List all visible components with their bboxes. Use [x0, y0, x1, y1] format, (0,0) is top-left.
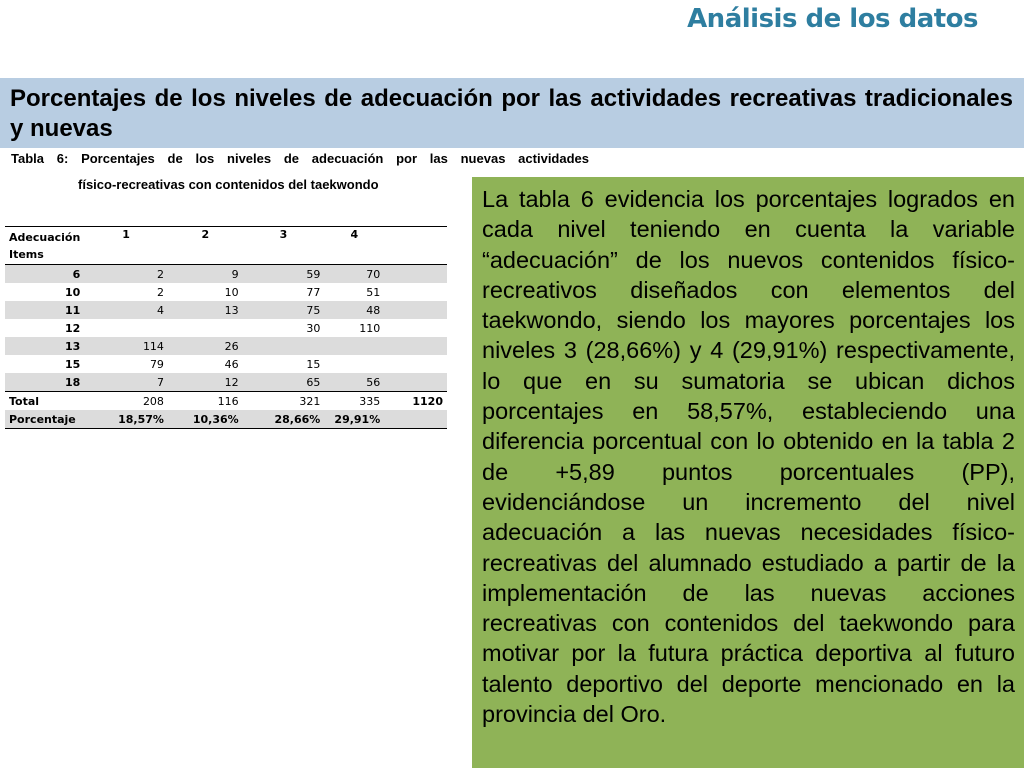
- row-cell-2: 13: [168, 301, 243, 319]
- header-label-adecuacion: Adecuación: [9, 231, 81, 244]
- table-row: [5, 301, 447, 319]
- row-cell-empty: [384, 373, 447, 392]
- row-item: 11: [5, 301, 84, 319]
- header-col-4: 4: [324, 227, 384, 265]
- page-title: Análisis de los datos: [687, 4, 978, 34]
- row-cell-1: [84, 319, 168, 337]
- row-cell-3: 30: [306, 321, 321, 335]
- table-row: [5, 355, 447, 373]
- row-item: 6: [5, 265, 84, 284]
- analysis-box: [472, 177, 1024, 768]
- row-cell-2: 10: [224, 285, 239, 299]
- table-header-row: [5, 227, 447, 265]
- row-cell-2: [168, 319, 243, 337]
- row-cell-2: 12: [168, 373, 243, 392]
- row-cell-2: 26: [168, 337, 243, 355]
- percent-label: Porcentaje: [5, 410, 84, 429]
- table-caption-line-1: Tabla 6: Porcentajes de los niveles de adecuación por las nuevas actividades: [11, 151, 589, 166]
- header-label-cell: [5, 227, 84, 265]
- row-cell-3: 15: [306, 357, 321, 371]
- data-table: [5, 226, 447, 429]
- row-cell-empty: [384, 355, 447, 373]
- table-total-row: [5, 392, 447, 411]
- row-cell-2: 9: [168, 265, 243, 284]
- row-cell-3: [243, 337, 325, 355]
- total-cell-3: 321: [243, 392, 325, 411]
- total-grand: 1120: [384, 392, 447, 411]
- row-cell-1: 2: [84, 265, 168, 284]
- row-cell-empty: [384, 301, 447, 319]
- header-col-1: 1: [84, 227, 168, 265]
- row-cell-empty: [384, 337, 447, 355]
- row-item: 12: [65, 321, 81, 335]
- header-label-items: Items: [9, 248, 44, 261]
- header-col-3: 3: [243, 227, 325, 265]
- row-cell-1: 4: [84, 301, 168, 319]
- row-cell-4: 48: [324, 301, 384, 319]
- table-row: [5, 265, 447, 284]
- row-cell-4: 70: [324, 265, 384, 284]
- table-caption-line-2: físico-recreativas con contenidos del taekwondo: [78, 177, 379, 192]
- row-cell-empty: [384, 265, 447, 284]
- row-cell-4: 110: [359, 321, 381, 335]
- row-cell-1: 114: [84, 337, 168, 355]
- total-cell-2: 116: [168, 392, 243, 411]
- row-cell-4: [324, 355, 384, 373]
- total-label: Total: [5, 392, 84, 411]
- percent-cell-1: 18,57%: [84, 410, 168, 429]
- table-percent-row: [5, 410, 447, 429]
- analysis-text: La tabla 6 evidencia los porcentajes logrados en cada nivel teniendo en cuenta la variable “adecuación” de los nuevos contenidos físico-recreativos diseñados con elementos del taekwondo, siendo los mayores porcentajes los niveles 3 (28,66%) y 4 (29,91%) respectivamente, lo que en su sumatoria se ubican dichos porcentajes en 58,57%, estableciendo una diferencia porcentual con lo obtenido en la tabla 2 de +5,89 puntos porcentuales (PP), evidenciándose un incremento del nivel adecuación a las nuevas necesidades físico-recreativas del alumnado estudiado a partir de la implementación de las nuevas acciones recreativas con contenidos del taekwondo para motivar por la futura práctica deportiva al futuro talento deportivo del deporte mencionado en la provincia del Oro.: [482, 186, 1015, 728]
- row-cell-empty: [384, 283, 447, 301]
- row-cell-4: 56: [324, 373, 384, 392]
- percent-cell-empty: [384, 410, 447, 429]
- table-row: [5, 319, 447, 337]
- row-cell-3: 59: [243, 265, 325, 284]
- percent-cell-2: 10,36%: [168, 410, 243, 429]
- row-item: 13: [5, 337, 84, 355]
- row-cell-4: [324, 337, 384, 355]
- table-row: [5, 283, 447, 301]
- table-row: [5, 373, 447, 392]
- row-cell-3: 77: [306, 285, 321, 299]
- row-cell-1: 79: [149, 357, 164, 371]
- row-item: 18: [5, 373, 84, 392]
- row-cell-1: 2: [156, 285, 164, 299]
- total-cell-1: 208: [84, 392, 168, 411]
- total-cell-4: 335: [324, 392, 384, 411]
- table-row: [5, 337, 447, 355]
- percent-cell-3: 28,66%: [243, 410, 325, 429]
- row-item: 10: [65, 285, 81, 299]
- percent-cell-4: 29,91%: [324, 410, 384, 429]
- banner-heading: Porcentajes de los niveles de adecuación por las actividades recreativas tradicionales y nuevas: [10, 85, 1013, 142]
- row-cell-empty: [384, 319, 447, 337]
- row-cell-2: 46: [224, 357, 239, 371]
- row-cell-1: 7: [84, 373, 168, 392]
- row-cell-3: 65: [243, 373, 325, 392]
- header-col-2: 2: [168, 227, 243, 265]
- row-cell-3: 75: [243, 301, 325, 319]
- row-item: 15: [65, 357, 81, 371]
- row-cell-4: 51: [366, 285, 381, 299]
- header-col-empty: [384, 227, 447, 265]
